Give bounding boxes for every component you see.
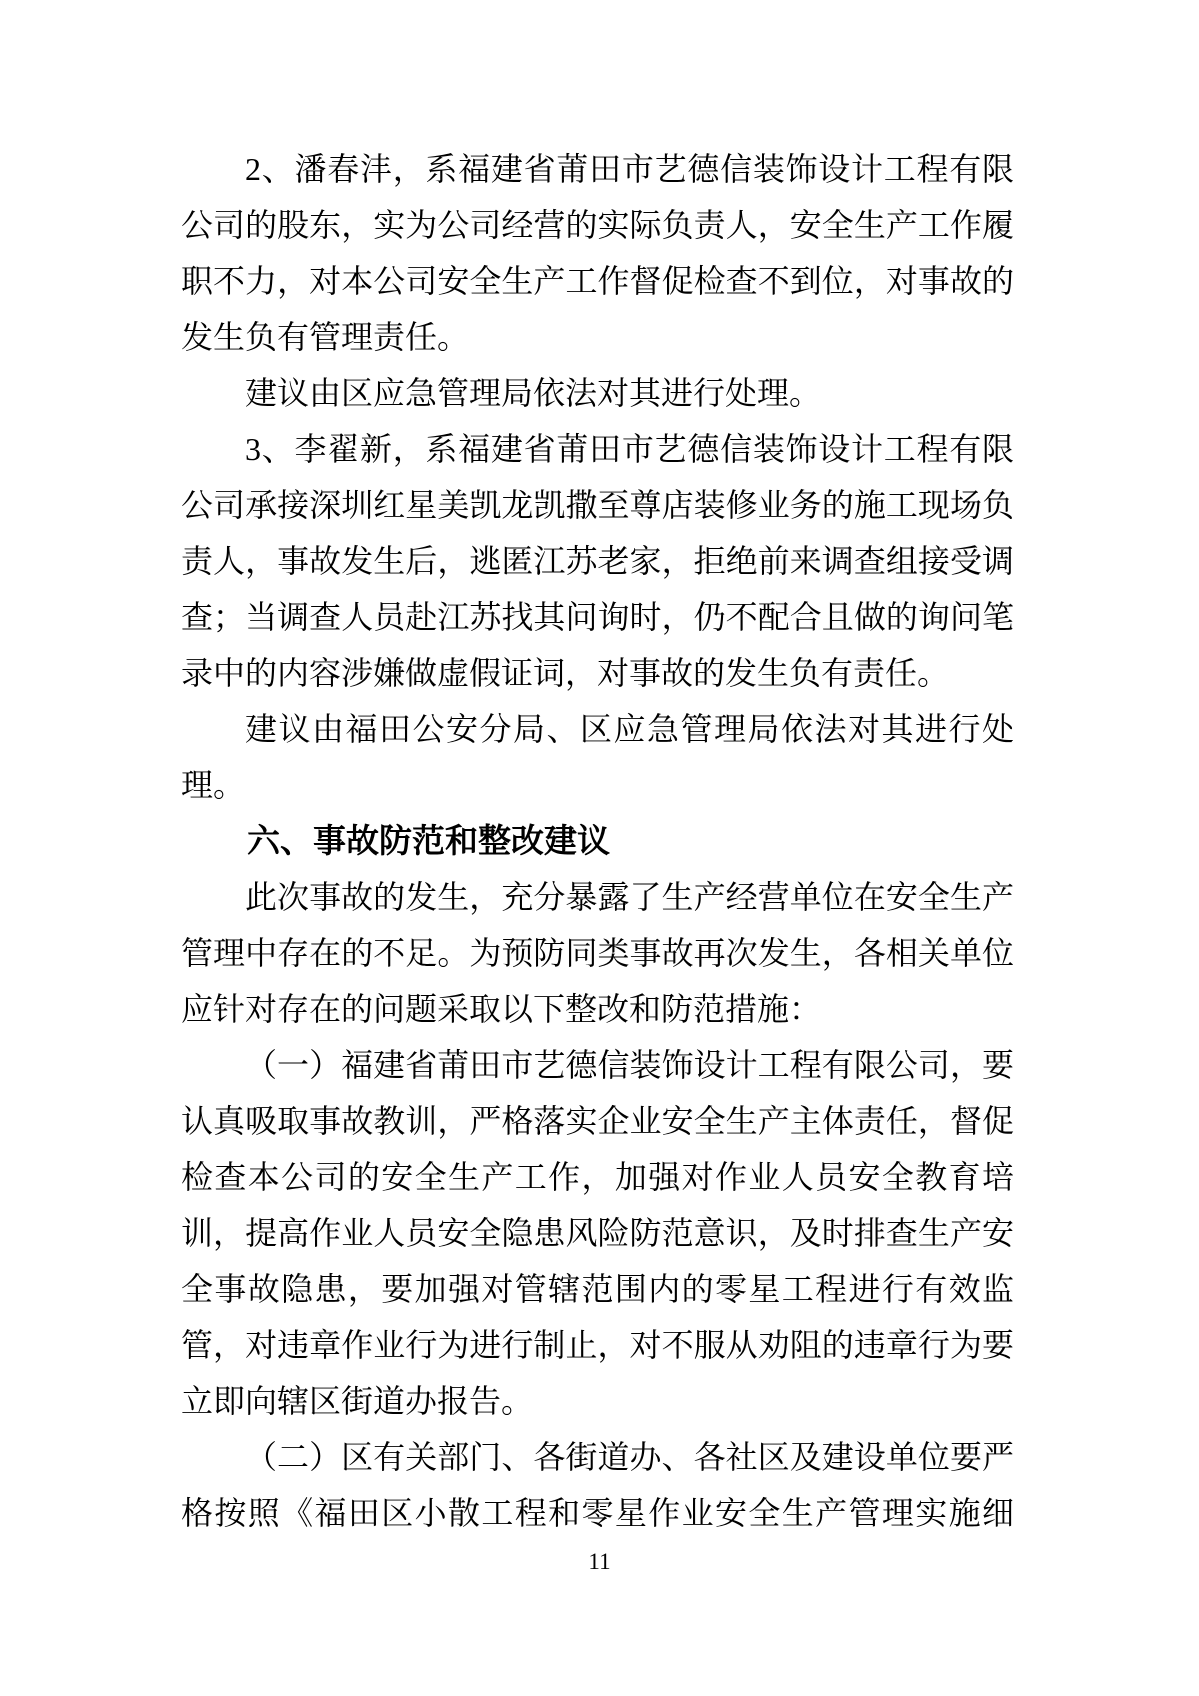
para-recommendation-2: 建议由福田公安分局、区应急管理局依法对其进行处理。 xyxy=(181,711,1014,803)
para-responsibility-pan-chunfeng: 2、潘春沣，系福建省莆田市艺德信装饰设计工程有限公司的股东，实为公司经营的实际负责人，安全生产工作履职不力，对本公司安全生产工作督促检查不到位，对事故的发生负有管理责任。 xyxy=(181,151,1014,355)
para-recommendation-1: 建议由区应急管理局依法对其进行处理。 xyxy=(245,375,822,411)
para-measure-2: （二）区有关部门、各街道办、各社区及建设单位要严格按照《福田区小散工程和零星作业安全生产管理实施细 xyxy=(181,1439,1014,1531)
section-heading-prevention: 六、事故防范和整改建议 xyxy=(247,822,610,859)
para-measure-1: （一）福建省莆田市艺德信装饰设计工程有限公司，要认真吸取事故教训，严格落实企业安全生产主体责任，督促检查本公司的安全生产工作，加强对作业人员安全教育培训，提高作业人员安全隐患风险防范意识，及时排查生产安全事故隐患，要加强对管辖范围内的零星工程进行有效监管，对违章作业行为进行制止，对不服从劝阻的违章行为要立即向辖区街道办报告。 xyxy=(181,1047,1014,1419)
para-responsibility-li-zhaixin: 3、李翟新，系福建省莆田市艺德信装饰设计工程有限公司承接深圳红星美凯龙凯撒至尊店装修业务的施工现场负责人，事故发生后，逃匿江苏老家，拒绝前来调查组接受调查；当调查人员赴江苏找其问询时，仍不配合且做的询问笔录中的内容涉嫌做虚假证词，对事故的发生负有责任。 xyxy=(181,431,1014,691)
para-prevention-intro: 此次事故的发生，充分暴露了生产经营单位在安全生产管理中存在的不足。为预防同类事故再次发生，各相关单位应针对存在的问题采取以下整改和防范措施： xyxy=(181,879,1014,1027)
document-content xyxy=(181,141,1014,1541)
page-number: 11 xyxy=(588,1549,611,1574)
